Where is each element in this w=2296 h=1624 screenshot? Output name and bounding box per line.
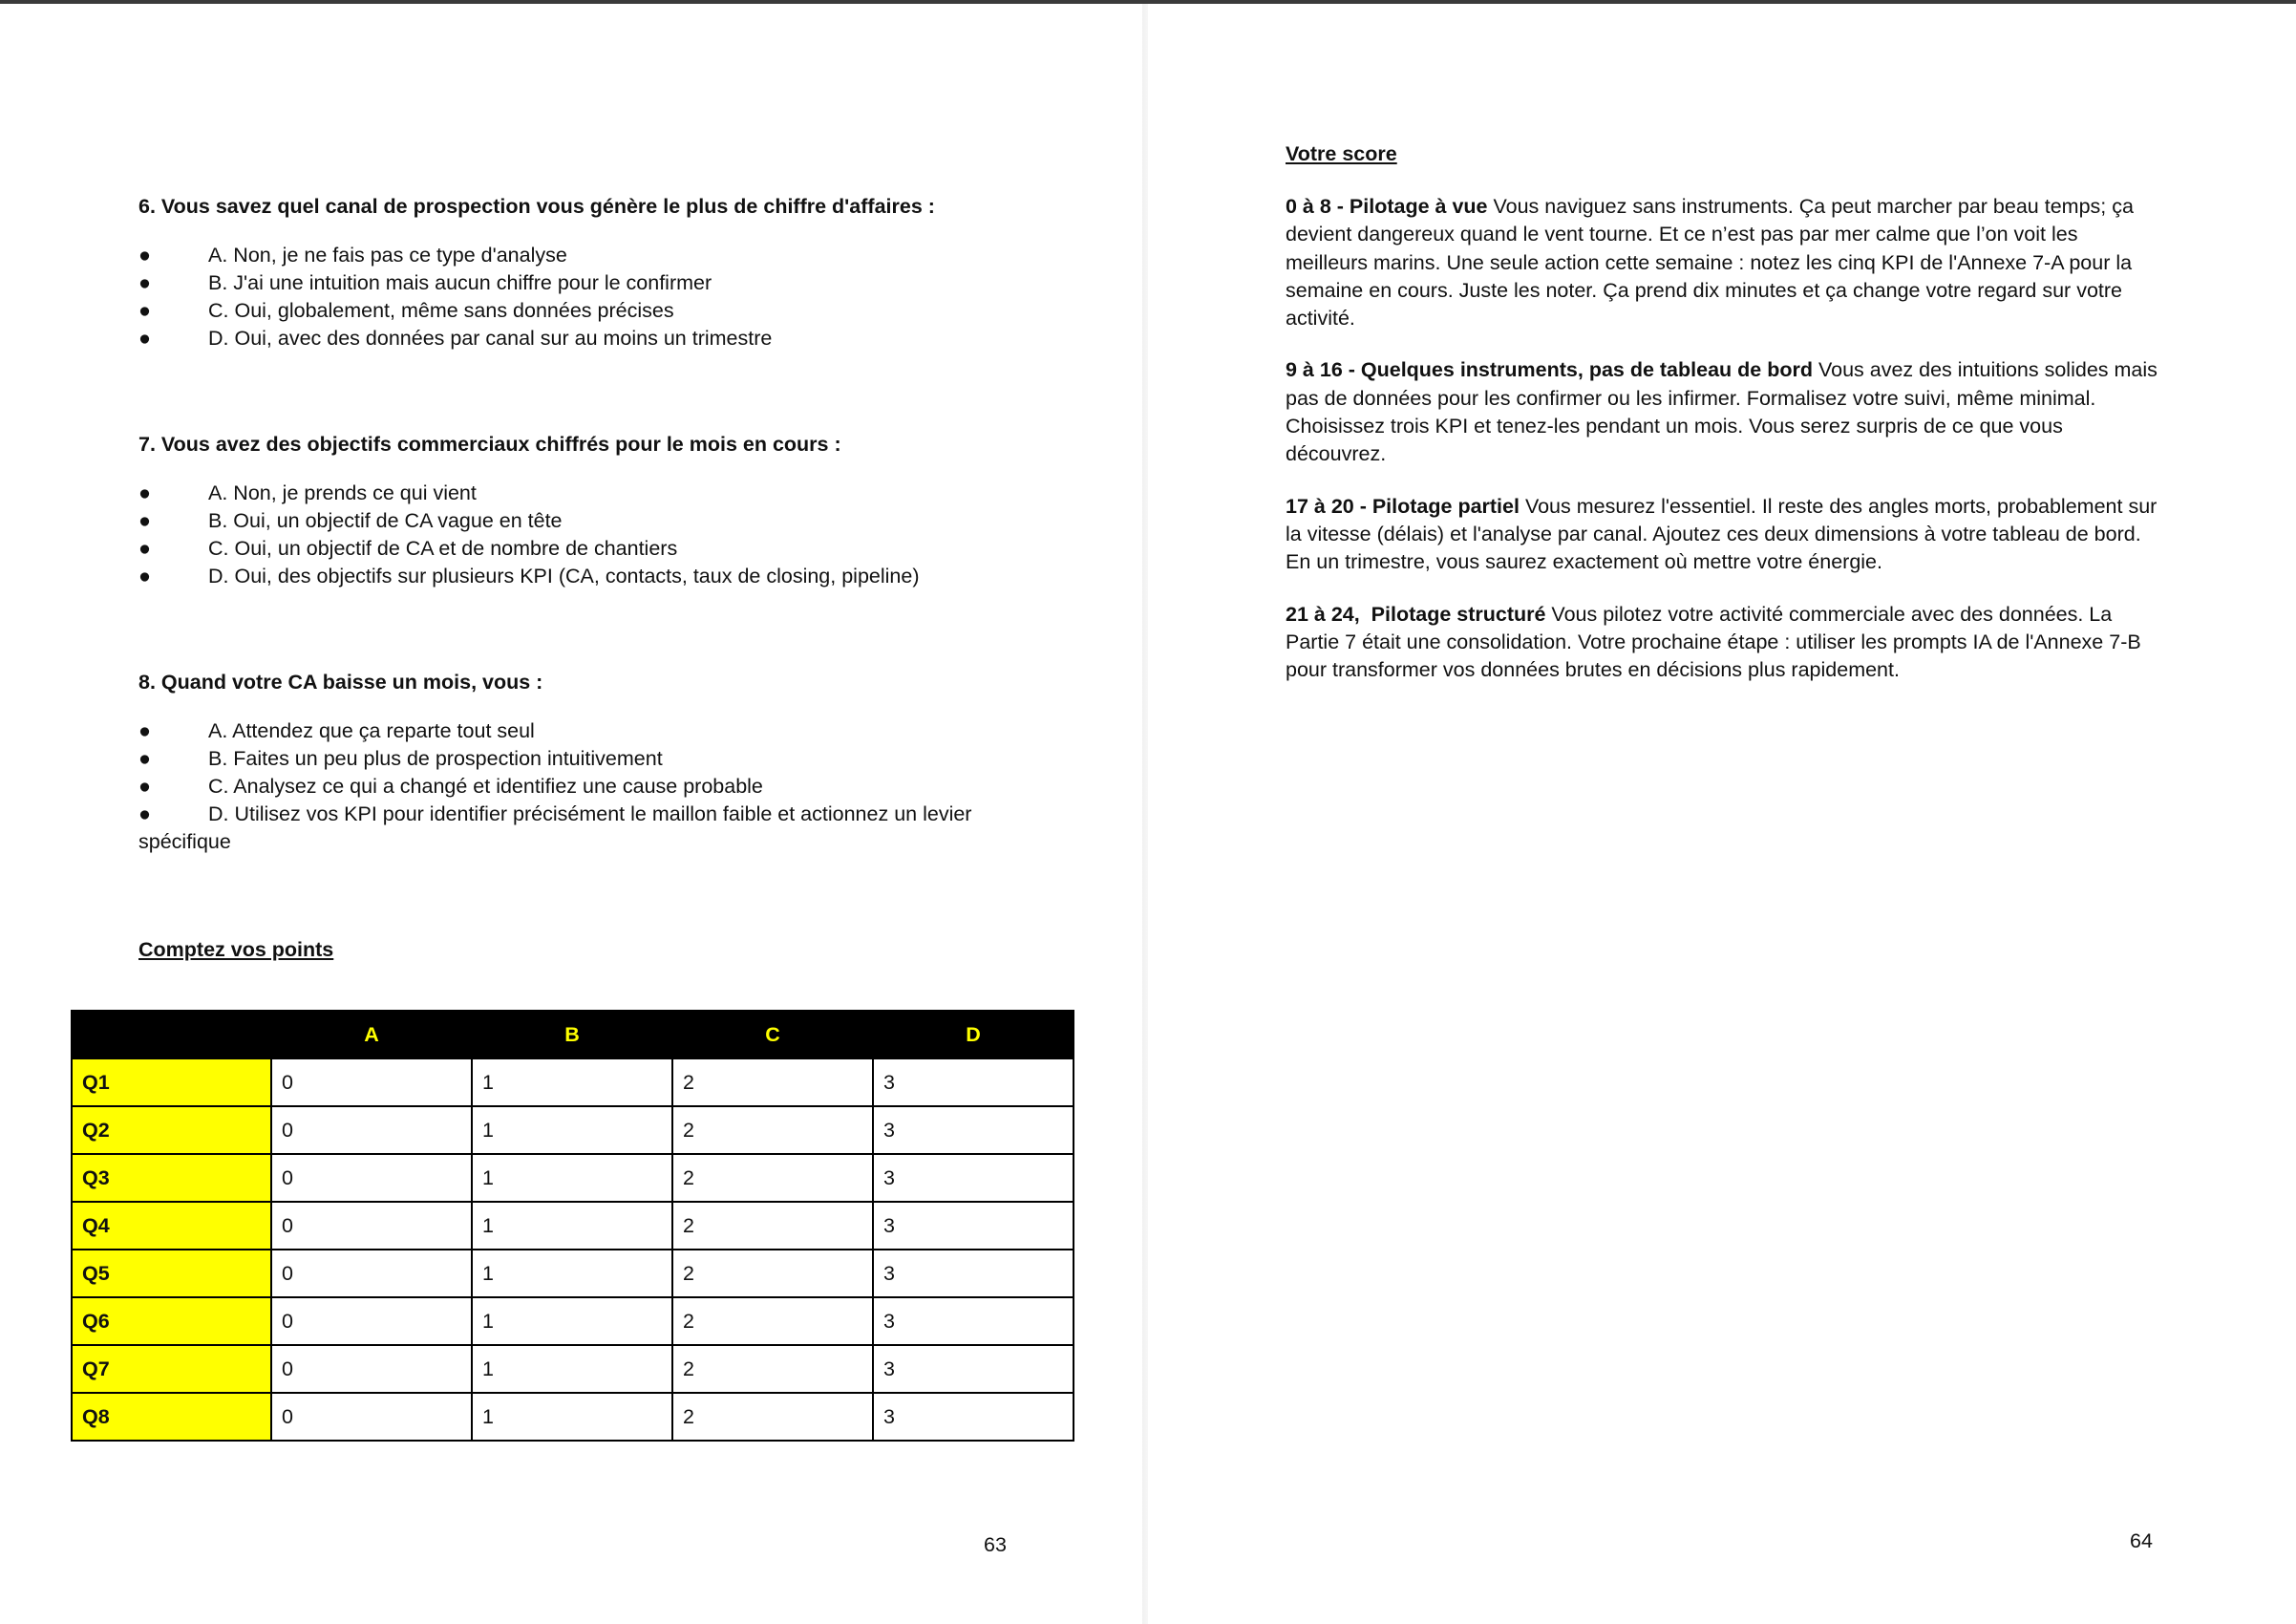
option-item: ● A. Attendez que ça reparte tout seul	[138, 717, 1094, 745]
row-label: Q1	[72, 1058, 271, 1106]
option-item: ● D. Utilisez vos KPI pour identifier précisément le maillon faible et actionnez un levier spécifique	[138, 802, 972, 853]
table-cell: 1	[472, 1250, 672, 1297]
table-cell: 3	[873, 1345, 1074, 1393]
question-8	[138, 669, 1094, 856]
table-cell: 2	[672, 1154, 873, 1202]
table-cell: 1	[472, 1297, 672, 1345]
table-header-cell: A	[271, 1011, 472, 1058]
score-band-0-8	[1286, 193, 2164, 332]
option-item: ● A. Non, je ne fais pas ce type d'analyse	[138, 242, 1094, 269]
table-cell: 1	[472, 1106, 672, 1154]
table-cell: 2	[672, 1393, 873, 1441]
score-band-text: Vous mesurez l'essentiel. Il reste des angles morts, probablement sur la vitesse (délais) et l'analyse par canal. Ajoutez ces deux dimensions à votre tableau de bord. En un trimestre, vous saurez exactement où mettre votre énergie.	[1286, 494, 2158, 574]
table-row	[72, 1345, 1074, 1393]
table-cell: 3	[873, 1154, 1074, 1202]
points-table	[71, 1010, 1074, 1442]
score-band-9-16	[1286, 356, 2164, 468]
question-7	[138, 431, 1094, 590]
table-cell: 3	[873, 1202, 1074, 1250]
table-cell: 1	[472, 1345, 672, 1393]
score-band-label: 21 à 24, Pilotage structuré	[1286, 602, 1546, 626]
table-cell: 3	[873, 1106, 1074, 1154]
table-row	[72, 1393, 1074, 1441]
table-row	[72, 1106, 1074, 1154]
bullet-icon: ●	[138, 565, 151, 588]
table-row	[72, 1154, 1074, 1202]
question-title: 7. Vous avez des objectifs commerciaux chiffrés pour le mois en cours :	[138, 433, 841, 456]
table-cell: 2	[672, 1058, 873, 1106]
table-row	[72, 1250, 1074, 1297]
bullet-icon: ●	[138, 299, 151, 322]
option-item: ● B. Faites un peu plus de prospection intuitivement	[138, 745, 1094, 773]
table-cell: 2	[672, 1345, 873, 1393]
table-cell: 2	[672, 1297, 873, 1345]
table-row	[72, 1058, 1074, 1106]
table-cell: 3	[873, 1297, 1074, 1345]
score-band-label: 17 à 20 - Pilotage partiel	[1286, 494, 1520, 518]
question-6	[138, 193, 1094, 353]
bullet-icon: ●	[138, 244, 151, 267]
table-cell: 0	[271, 1393, 472, 1441]
options-list	[138, 242, 1094, 353]
row-label: Q6	[72, 1297, 271, 1345]
table-cell: 3	[873, 1393, 1074, 1441]
row-label: Q2	[72, 1106, 271, 1154]
row-label: Q7	[72, 1345, 271, 1393]
score-band-label: 9 à 16 - Quelques instruments, pas de tableau de bord	[1286, 358, 1813, 382]
table-cell: 1	[472, 1202, 672, 1250]
row-label: Q3	[72, 1154, 271, 1202]
page-number: 63	[984, 1533, 1007, 1556]
table-cell: 0	[271, 1345, 472, 1393]
option-item: ● C. Analysez ce qui a changé et identifiez une cause probable	[138, 773, 1094, 801]
bullet-icon: ●	[138, 719, 151, 742]
table-row	[72, 1297, 1074, 1345]
option-item: ● B. J'ai une intuition mais aucun chiffre pour le confirmer	[138, 269, 1094, 297]
table-header-row	[72, 1011, 1074, 1058]
bullet-icon: ●	[138, 509, 151, 532]
table-cell: 2	[672, 1106, 873, 1154]
question-title: 6. Vous savez quel canal de prospection vous génère le plus de chiffre d'affaires :	[138, 195, 935, 218]
option-item: ● B. Oui, un objectif de CA vague en tête	[138, 507, 1094, 535]
score-heading: Votre score	[1286, 142, 1397, 165]
table-cell: 0	[271, 1058, 472, 1106]
count-points-heading: Comptez vos points	[138, 938, 334, 961]
bullet-icon: ●	[138, 802, 151, 825]
table-cell: 2	[672, 1202, 873, 1250]
bullet-icon: ●	[138, 481, 151, 504]
page-number: 64	[2130, 1529, 2153, 1552]
score-band-text: Vous pilotez votre activité commerciale avec des données. La Partie 7 était une consolidation. Votre prochaine étape : utiliser les prompts IA de l'Annexe 7-B pour transformer vos données brutes en décisions plus rapidement.	[1286, 602, 2141, 682]
page-63	[0, 4, 1142, 1624]
row-label: Q5	[72, 1250, 271, 1297]
score-band-21-24	[1286, 601, 2164, 685]
table-header-cell: C	[672, 1011, 873, 1058]
table-cell: 1	[472, 1393, 672, 1441]
bullet-icon: ●	[138, 747, 151, 770]
option-item: ● D. Oui, avec des données par canal sur au moins un trimestre	[138, 325, 1094, 353]
table-cell: 0	[271, 1106, 472, 1154]
options-list	[138, 717, 1094, 856]
bullet-icon: ●	[138, 271, 151, 294]
score-band-label: 0 à 8 - Pilotage à vue	[1286, 195, 1488, 218]
table-cell: 2	[672, 1250, 873, 1297]
score-descriptions	[1286, 193, 2164, 708]
option-item: ● C. Oui, un objectif de CA et de nombre de chantiers	[138, 535, 1094, 563]
table-cell: 0	[271, 1154, 472, 1202]
table-cell: 3	[873, 1250, 1074, 1297]
table-cell: 0	[271, 1250, 472, 1297]
bullet-icon: ●	[138, 537, 151, 560]
option-item: ● D. Oui, des objectifs sur plusieurs KPI (CA, contacts, taux de closing, pipeline)	[138, 563, 1094, 590]
table-cell: 3	[873, 1058, 1074, 1106]
bullet-icon: ●	[138, 775, 151, 798]
table-header-cell	[72, 1011, 271, 1058]
question-title: 8. Quand votre CA baisse un mois, vous :	[138, 671, 543, 694]
row-label: Q8	[72, 1393, 271, 1441]
table-header-cell: D	[873, 1011, 1074, 1058]
table-cell: 0	[271, 1297, 472, 1345]
row-label: Q4	[72, 1202, 271, 1250]
table-cell: 1	[472, 1154, 672, 1202]
bullet-icon: ●	[138, 327, 151, 350]
score-band-text: Vous naviguez sans instruments. Ça peut marcher par beau temps; ça devient dangereux quand le vent tourne. Et ce n’est pas par mer calme que l’on voit les meilleurs marins. Une seule action cette semaine : notez les cinq KPI de l'Annexe 7-A pour la semaine en cours. Juste les noter. Ça prend dix minutes et ça change votre regard sur votre activité.	[1286, 195, 2134, 331]
option-item: ● C. Oui, globalement, même sans données précises	[138, 297, 1094, 325]
option-item: ● A. Non, je prends ce qui vient	[138, 480, 1094, 507]
score-band-text: Vous avez des intuitions solides mais pas de données pour les confirmer ou les infirmer. Formalisez votre suivi, même minimal. Choisissez trois KPI et tenez-les pendant un mois. Vous serez surpris de ce que vous découvrez.	[1286, 358, 2158, 466]
table-row	[72, 1202, 1074, 1250]
score-band-17-20	[1286, 493, 2164, 577]
table-cell: 0	[271, 1202, 472, 1250]
table-header-cell: B	[472, 1011, 672, 1058]
options-list	[138, 480, 1094, 590]
table-cell: 1	[472, 1058, 672, 1106]
